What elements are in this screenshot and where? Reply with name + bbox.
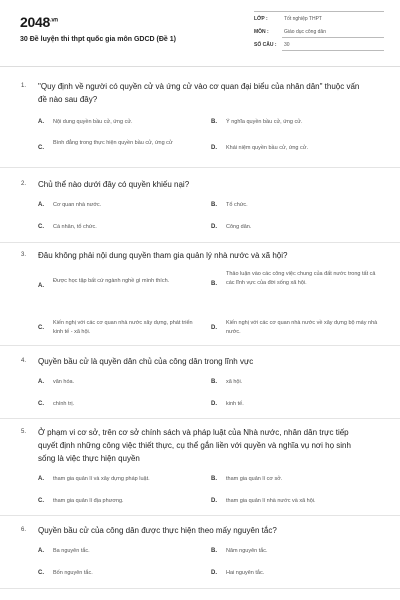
meta-label: SỐ CÂU :	[254, 42, 277, 48]
question-text: Chủ thể nào dưới đây có quyền khiếu nại?	[38, 180, 190, 189]
logo	[20, 14, 58, 30]
question-number: 5.	[21, 429, 27, 435]
question-text: Đâu không phải nội dung quyền tham gia quản lý nhà nước và xã hội?	[38, 251, 288, 260]
question-text: Quyền bầu cử của công dân được thực hiện theo mấy nguyên tắc?	[38, 526, 277, 535]
question-number: 3.	[21, 252, 27, 258]
meta-block	[254, 14, 384, 53]
question-divider	[0, 242, 400, 243]
meta-value: Tốt nghiệp THPT	[284, 16, 322, 22]
meta-row-count	[254, 40, 384, 53]
question-number: 4.	[21, 358, 27, 364]
question-divider	[0, 418, 400, 419]
document-title: 30 Đề luyện thi thpt quốc gia môn GDCD (Đề 1)	[20, 36, 176, 43]
meta-row-subject	[254, 27, 384, 40]
question-number: 2.	[21, 181, 27, 187]
meta-value: Giáo dục công dân	[284, 29, 326, 35]
question-text: "Quy định về người có quyền cử và ứng cử vào cơ quan đại biểu của nhân dân" thuộc vấn đề nào sau đây?	[38, 82, 360, 104]
meta-row-class	[254, 14, 384, 27]
question-divider	[0, 515, 400, 516]
question-number: 1.	[21, 83, 27, 89]
question-divider	[0, 345, 400, 346]
logo-main: 2048	[20, 14, 50, 30]
meta-label: LỚP :	[254, 16, 268, 22]
logo-suffix: .vn	[49, 17, 58, 24]
question-divider	[0, 588, 400, 589]
question-number: 6.	[21, 527, 27, 533]
meta-value: 30	[284, 42, 290, 48]
header-divider	[0, 66, 400, 67]
question-divider	[0, 167, 400, 168]
meta-label: MÔN :	[254, 29, 269, 35]
question-text: Quyền bầu cử là quyền dân chủ của công dân trong lĩnh vực	[38, 357, 254, 366]
question-text: Ở phạm vi cơ sở, trên cơ sở chính sách và pháp luật của Nhà nước, nhân dân trực tiếp quyết định những công việc thiết thực, cụ thể gắn liền với quyền và nghĩa vụ nơi họ sinh sống là việc thực hiện quyền	[38, 428, 351, 463]
document-header	[0, 0, 400, 68]
